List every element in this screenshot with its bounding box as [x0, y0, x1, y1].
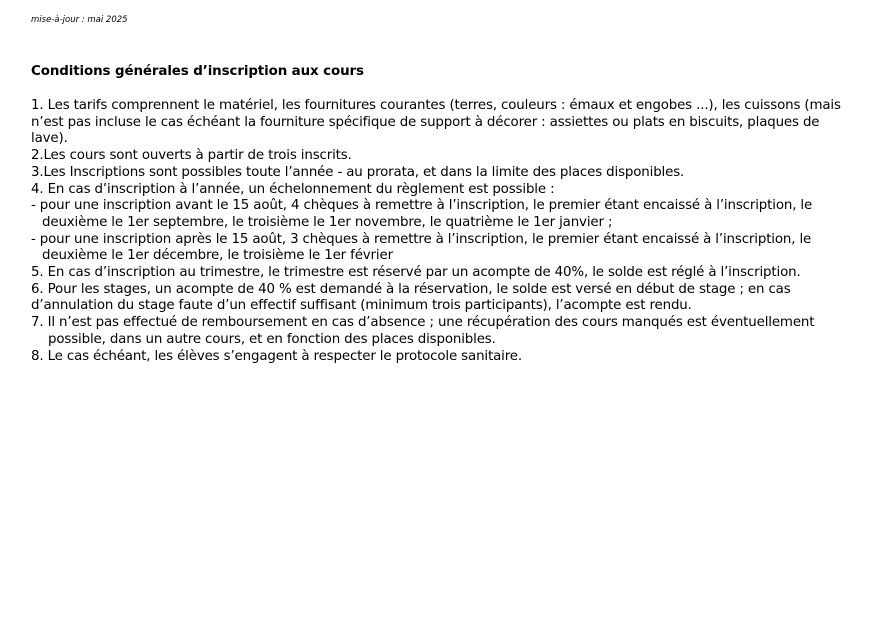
- condition-4-option-1-line-1: - pour une inscription avant le 15 août, 4 chèques à remettre à l’inscription, le premier étant encaissé à l’inscription, le: [31, 198, 813, 214]
- condition-5: 5. En cas d’inscription au trimestre, le trimestre est réservé par un acompte de 40%, le solde est réglé à l’inscription.: [31, 265, 801, 281]
- condition-4: 4. En cas d’inscription à l’année, un échelonnement du règlement est possible :: [31, 181, 555, 197]
- document-title: Conditions générales d’inscription aux cours: [31, 64, 364, 79]
- condition-4-option-2-line-2: deuxième le 1er décembre, le troisième le 1er février: [42, 248, 393, 264]
- condition-7-line-2: possible, dans un autre cours, et en fonction des places disponibles.: [48, 331, 496, 347]
- condition-1-line-2: n’est pas incluse le cas échéant la fourniture spécifique de support à décorer : assiettes ou plats en biscuits, plaques de: [31, 114, 820, 130]
- condition-1-line-3: lave).: [31, 131, 68, 147]
- condition-4-option-2-line-1: - pour une inscription après le 15 août, 3 chèques à remettre à l’inscription, le premier étant encaissé à l’inscription, le: [31, 231, 812, 247]
- condition-2: 2.Les cours sont ouverts à partir de trois inscrits.: [31, 148, 352, 164]
- condition-6-line-2: d’annulation du stage faute d’un effectif suffisant (minimum trois participants), l’acompte est rendu.: [31, 298, 692, 314]
- conditions-list: [31, 98, 883, 365]
- condition-7-line-1: 7. Il n’est pas effectué de remboursement en cas d’absence ; une récupération des cours manqués est éventuellement: [31, 315, 815, 331]
- update-date-note: mise-à-jour : mai 2025: [31, 15, 128, 25]
- condition-3: 3.Les Inscriptions sont possibles toute l’année - au prorata, et dans la limite des places disponibles.: [31, 164, 685, 180]
- condition-6-line-1: 6. Pour les stages, un acompte de 40 % est demandé à la réservation, le solde est versé en début de stage ; en cas: [31, 281, 791, 297]
- condition-4-option-1-line-2: deuxième le 1er septembre, le troisième le 1er novembre, le quatrième le 1er janvier ;: [42, 214, 613, 230]
- condition-1-line-1: 1. Les tarifs comprennent le matériel, les fournitures courantes (terres, couleurs : émaux et engobes ...), les cuissons (mais: [31, 98, 841, 113]
- condition-8: 8. Le cas échéant, les élèves s’engagent à respecter le protocole sanitaire.: [31, 348, 522, 364]
